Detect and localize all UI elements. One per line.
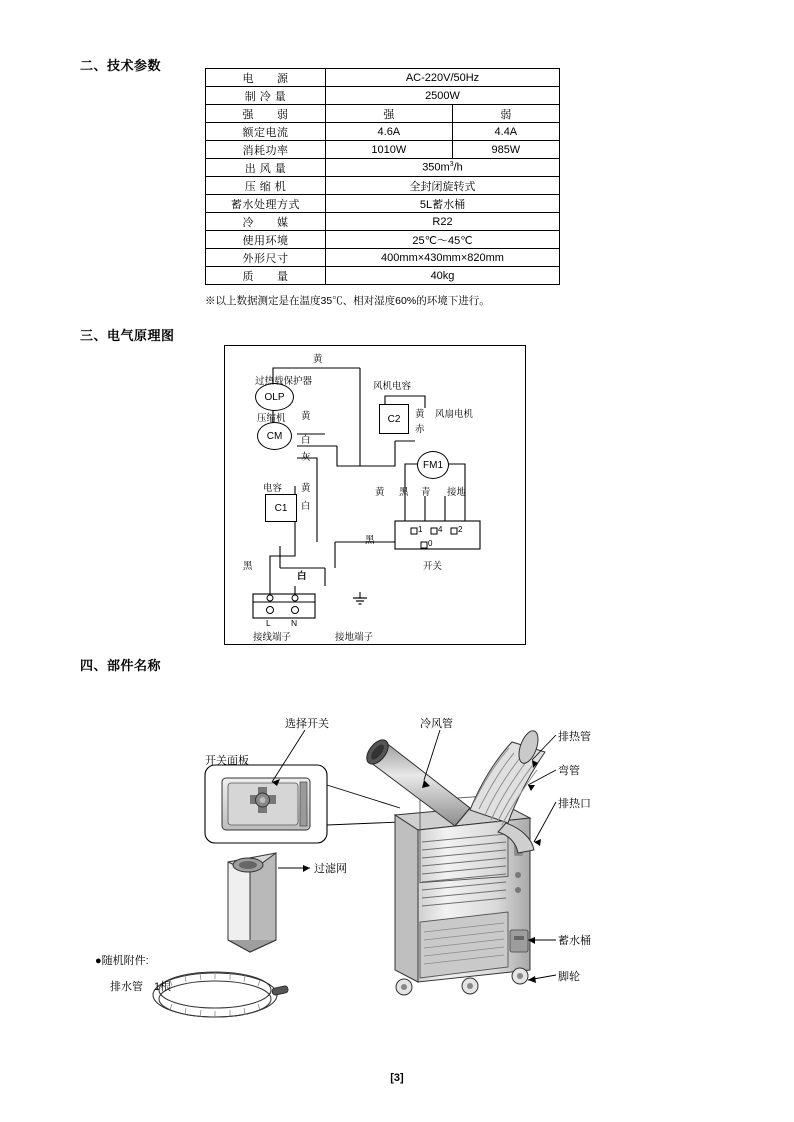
wiring-label-capacitor: 电容 (263, 483, 283, 494)
olp-label: OLP (264, 391, 285, 403)
spec-value-strong: 强 (326, 105, 453, 123)
section-title-parts: 四、部件名称 (80, 658, 162, 673)
label-filter: 过滤网 (314, 863, 347, 875)
table-row (206, 105, 560, 123)
wiring-diagram (224, 345, 526, 645)
wiring-label-sw2: 2 (458, 525, 463, 534)
spec-label: 外形尺寸 (206, 249, 326, 267)
table-row (206, 141, 560, 159)
spec-value: 5L蓄水桶 (326, 195, 560, 213)
parts-illustration-svg (0, 690, 794, 1050)
label-heat-duct: 排热管 (558, 731, 591, 743)
wiring-label-c1-white: 白 (301, 501, 311, 512)
table-row (206, 123, 560, 141)
wiring-label-fan-capacitor: 风机电容 (373, 381, 412, 392)
table-row (206, 195, 560, 213)
wiring-label-terminal-block: 接线端子 (253, 632, 292, 643)
table-row (206, 213, 560, 231)
spec-value-weak: 弱 (452, 105, 559, 123)
page-number: [3] (390, 1072, 404, 1084)
wiring-label-compressor: 压缩机 (257, 413, 286, 424)
wiring-label-sw-yellow: 黄 (375, 487, 385, 498)
table-row (206, 69, 560, 87)
spec-label: 电 源 (206, 69, 326, 87)
c1-label: C1 (274, 502, 288, 514)
spec-value-weak: 4.4A (452, 123, 559, 141)
specifications-table (205, 68, 560, 285)
spec-value: AC-220V/50Hz (326, 69, 560, 87)
wiring-label-black-left: 黑 (243, 561, 253, 572)
spec-value: 400mm×430mm×820mm (326, 249, 560, 267)
label-cold-duct: 冷风管 (420, 718, 453, 730)
fm1-component (417, 451, 449, 479)
wiring-label-ground: 接地 (447, 487, 467, 498)
wiring-label-terminal-L: L (266, 618, 271, 628)
wiring-label-white-left: 白 (297, 571, 307, 582)
wiring-label-ground-terminal: 接地端子 (335, 632, 374, 643)
fm1-label: FM1 (423, 459, 443, 471)
wiring-label-switch: 开关 (423, 561, 443, 572)
accessories-item: 排水管 1根 (110, 981, 172, 993)
wiring-label-terminal-N: N (291, 618, 298, 628)
cm-component (257, 422, 292, 450)
spec-value: 25℃～45℃ (326, 231, 560, 249)
c2-label: C2 (387, 413, 401, 425)
wiring-label-yellow-top: 黄 (313, 354, 323, 365)
wiring-label-cm-yellow: 黄 (301, 411, 311, 422)
label-caster: 脚轮 (558, 971, 580, 983)
airflow-unit: /h (453, 161, 463, 174)
c1-capacitor (265, 494, 297, 522)
section-title-specs: 二、技术参数 (80, 58, 162, 73)
wiring-label-fan-motor: 风扇电机 (435, 409, 474, 420)
spec-value: 2500W (326, 87, 560, 105)
wiring-label-c1-yellow: 黄 (301, 483, 311, 494)
airflow-base: 350m (422, 161, 450, 174)
table-row (206, 231, 560, 249)
table-row (206, 267, 560, 285)
label-water-tank: 蓄水桶 (558, 935, 591, 947)
label-select-switch: 选择开关 (285, 718, 329, 730)
spec-label: 使用环境 (206, 231, 326, 249)
spec-label: 冷 媒 (206, 213, 326, 231)
spec-value-weak: 985W (452, 141, 559, 159)
wiring-label-sw1: 1 (418, 525, 423, 534)
label-switch-panel: 开关面板 (205, 755, 249, 767)
spec-value-strong: 4.6A (326, 123, 453, 141)
spec-label: 蓄水处理方式 (206, 195, 326, 213)
spec-note: ※以上数据测定是在温度35℃、相对湿度60%的环境下进行。 (205, 295, 490, 307)
wiring-label-sw4: 4 (438, 525, 443, 534)
wiring-label-sw0: 0 (428, 539, 433, 548)
spec-label: 质 量 (206, 267, 326, 285)
wiring-label-cm-gray: 灰 (301, 452, 311, 463)
wiring-label-sw-blue: 青 (421, 487, 431, 498)
table-row (206, 249, 560, 267)
label-bend-pipe: 弯管 (558, 765, 580, 777)
spec-value: 40kg (326, 267, 560, 285)
label-heat-outlet: 排热口 (558, 798, 591, 810)
parts-diagram (0, 690, 794, 1050)
olp-component (255, 383, 294, 411)
spec-label: 消耗功率 (206, 141, 326, 159)
spec-value-strong: 1010W (326, 141, 453, 159)
table-row (206, 177, 560, 195)
table-row (206, 159, 560, 177)
wiring-label-cm-white: 白 (301, 435, 311, 446)
wiring-label-black-mid: 黑 (365, 535, 375, 546)
wiring-label-fm-red: 赤 (415, 424, 425, 435)
table-row (206, 87, 560, 105)
wiring-label-sw-black: 黑 (399, 487, 409, 498)
cm-label: CM (266, 430, 283, 442)
spec-label: 额定电流 (206, 123, 326, 141)
section-title-wiring: 三、电气原理图 (80, 328, 175, 343)
spec-value-airflow (326, 159, 560, 177)
accessories-heading: ●随机附件: (95, 955, 149, 967)
c2-capacitor (379, 404, 409, 434)
spec-label: 出 风 量 (206, 159, 326, 177)
spec-label: 制 冷 量 (206, 87, 326, 105)
airflow-exponent: 3 (449, 161, 454, 169)
spec-label: 压 缩 机 (206, 177, 326, 195)
spec-label: 强 弱 (206, 105, 326, 123)
wiring-label-overload: 过热载保护器 (255, 376, 313, 387)
wiring-label-fm-yellow: 黄 (415, 409, 425, 420)
spec-value: R22 (326, 213, 560, 231)
spec-value: 全封闭旋转式 (326, 177, 560, 195)
